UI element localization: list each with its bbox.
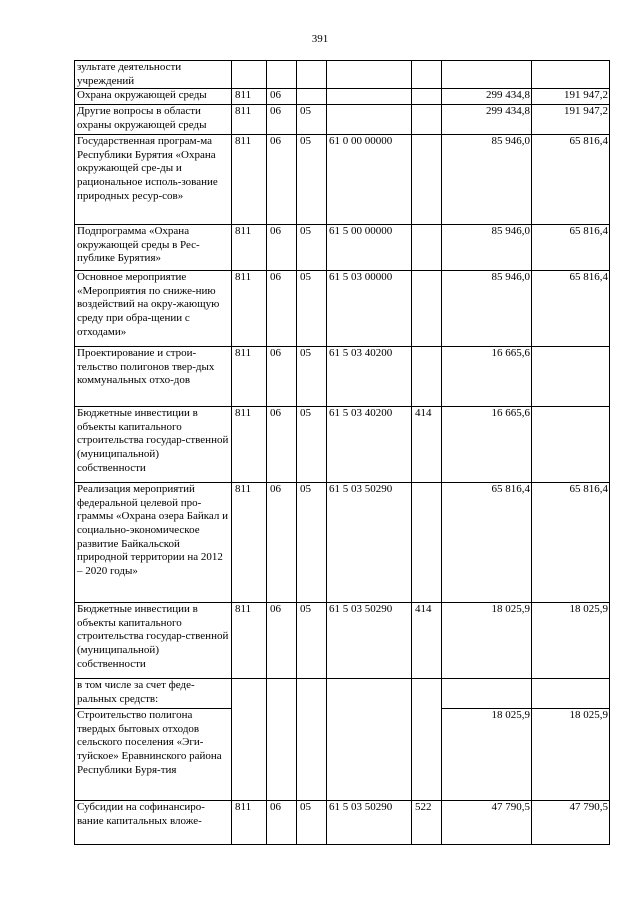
row-vr bbox=[412, 225, 442, 271]
row-sum1: 18 025,9 bbox=[442, 709, 532, 801]
row-rz bbox=[267, 61, 297, 89]
row-rz: 06 bbox=[267, 483, 297, 603]
row-vr bbox=[412, 135, 442, 225]
row-sum1: 85 946,0 bbox=[442, 271, 532, 347]
row-csr: 61 5 03 40200 bbox=[327, 407, 412, 483]
row-grbs: 811 bbox=[232, 407, 267, 483]
row-sum1: 16 665,6 bbox=[442, 407, 532, 483]
table-row bbox=[75, 679, 610, 709]
row-pr: 05 bbox=[297, 105, 327, 135]
row-grbs: 811 bbox=[232, 271, 267, 347]
row-csr: 61 5 00 00000 bbox=[327, 225, 412, 271]
row-csr: 61 0 00 00000 bbox=[327, 135, 412, 225]
row-sum1: 47 790,5 bbox=[442, 801, 532, 845]
row-csr bbox=[327, 61, 412, 89]
row-name: Охрана окружающей среды bbox=[75, 89, 232, 105]
row-name: Подпрограмма «Охрана окружающей среды в Рес-публике Бурятия» bbox=[75, 225, 232, 271]
row-sum2: 18 025,9 bbox=[532, 603, 610, 679]
row-csr: 61 5 03 50290 bbox=[327, 603, 412, 679]
row-grbs bbox=[232, 709, 267, 801]
table-row bbox=[75, 271, 610, 347]
row-name: Реализация мероприятий федеральной целевой про-граммы «Охрана озера Байкал и социально-экономическое развитие Байкальской природной территории на 2012 – 2020 годы» bbox=[75, 483, 232, 603]
row-pr: 05 bbox=[297, 271, 327, 347]
budget-table bbox=[74, 60, 610, 845]
row-sum1: 299 434,8 bbox=[442, 89, 532, 105]
row-pr bbox=[297, 89, 327, 105]
row-name: Субсидии на софинансиро-вание капитальных вложе- bbox=[75, 801, 232, 845]
row-rz bbox=[267, 709, 297, 801]
row-vr: 414 bbox=[412, 603, 442, 679]
row-sum1: 18 025,9 bbox=[442, 603, 532, 679]
row-vr: 414 bbox=[412, 407, 442, 483]
row-rz: 06 bbox=[267, 89, 297, 105]
row-grbs: 811 bbox=[232, 225, 267, 271]
row-sum2: 191 947,2 bbox=[532, 105, 610, 135]
row-rz: 06 bbox=[267, 347, 297, 407]
row-rz: 06 bbox=[267, 271, 297, 347]
row-name: Строительство полигона твердых бытовых отходов сельского поселения «Эги-туйское» Еравнинского района Республики Буря-тия bbox=[75, 709, 232, 801]
row-vr bbox=[412, 483, 442, 603]
row-pr: 05 bbox=[297, 135, 327, 225]
page-number: 391 bbox=[311, 33, 329, 45]
row-csr bbox=[327, 105, 412, 135]
row-csr: 61 5 03 00000 bbox=[327, 271, 412, 347]
row-pr: 05 bbox=[297, 483, 327, 603]
table-row bbox=[75, 135, 610, 225]
row-rz bbox=[267, 679, 297, 709]
row-rz: 06 bbox=[267, 105, 297, 135]
row-vr bbox=[412, 709, 442, 801]
row-csr: 61 5 03 50290 bbox=[327, 801, 412, 845]
row-vr bbox=[412, 271, 442, 347]
row-csr: 61 5 03 40200 bbox=[327, 347, 412, 407]
row-grbs: 811 bbox=[232, 105, 267, 135]
row-pr: 05 bbox=[297, 603, 327, 679]
row-pr: 05 bbox=[297, 347, 327, 407]
row-csr: 61 5 03 50290 bbox=[327, 483, 412, 603]
row-sum2: 47 790,5 bbox=[532, 801, 610, 845]
row-name: Другие вопросы в области охраны окружающей среды bbox=[75, 105, 232, 135]
row-csr bbox=[327, 89, 412, 105]
row-name: Бюджетные инвестиции в объекты капитального строительства государ-ственной (муниципальной) собственности bbox=[75, 603, 232, 679]
table-row bbox=[75, 89, 610, 105]
row-name: Бюджетные инвестиции в объекты капитального строительства государ-ственной (муниципальной) собственности bbox=[75, 407, 232, 483]
table-row bbox=[75, 347, 610, 407]
row-vr bbox=[412, 347, 442, 407]
row-vr: 522 bbox=[412, 801, 442, 845]
row-sum2 bbox=[532, 347, 610, 407]
row-sum1: 65 816,4 bbox=[442, 483, 532, 603]
row-grbs: 811 bbox=[232, 801, 267, 845]
row-grbs: 811 bbox=[232, 89, 267, 105]
row-pr bbox=[297, 61, 327, 89]
row-vr bbox=[412, 61, 442, 89]
row-csr bbox=[327, 679, 412, 709]
row-sum2: 65 816,4 bbox=[532, 225, 610, 271]
row-sum2: 191 947,2 bbox=[532, 89, 610, 105]
row-name: Основное мероприятие «Мероприятия по сниже-нию воздействий на окру-жающую среду при обра-щении с отходами» bbox=[75, 271, 232, 347]
table-row bbox=[75, 801, 610, 845]
row-vr bbox=[412, 89, 442, 105]
table-row bbox=[75, 407, 610, 483]
row-rz: 06 bbox=[267, 407, 297, 483]
table-row bbox=[75, 603, 610, 679]
table-row bbox=[75, 483, 610, 603]
row-name: Государственная програм-ма Республики Бурятия «Охрана окружающей сре-ды и рациональное исполь-зование природных ресур-сов» bbox=[75, 135, 232, 225]
row-rz: 06 bbox=[267, 135, 297, 225]
row-name: Проектирование и строи-тельство полигонов твер-дых коммунальных отхо-дов bbox=[75, 347, 232, 407]
row-sum2 bbox=[532, 407, 610, 483]
row-sum2: 18 025,9 bbox=[532, 709, 610, 801]
row-pr bbox=[297, 679, 327, 709]
row-sum1 bbox=[442, 679, 532, 709]
row-pr: 05 bbox=[297, 801, 327, 845]
row-sum1: 16 665,6 bbox=[442, 347, 532, 407]
row-sum2: 65 816,4 bbox=[532, 271, 610, 347]
row-sum2 bbox=[532, 61, 610, 89]
row-vr bbox=[412, 679, 442, 709]
row-sum1 bbox=[442, 61, 532, 89]
row-rz: 06 bbox=[267, 603, 297, 679]
row-grbs: 811 bbox=[232, 135, 267, 225]
row-vr bbox=[412, 105, 442, 135]
row-sum1: 299 434,8 bbox=[442, 105, 532, 135]
table-row bbox=[75, 61, 610, 89]
row-sum2 bbox=[532, 679, 610, 709]
row-pr: 05 bbox=[297, 407, 327, 483]
table-row bbox=[75, 105, 610, 135]
table-row bbox=[75, 709, 610, 801]
row-rz: 06 bbox=[267, 801, 297, 845]
row-sum1: 85 946,0 bbox=[442, 225, 532, 271]
table-row bbox=[75, 225, 610, 271]
row-grbs: 811 bbox=[232, 347, 267, 407]
row-grbs bbox=[232, 679, 267, 709]
row-csr bbox=[327, 709, 412, 801]
row-grbs bbox=[232, 61, 267, 89]
row-sum1: 85 946,0 bbox=[442, 135, 532, 225]
row-rz: 06 bbox=[267, 225, 297, 271]
row-grbs: 811 bbox=[232, 603, 267, 679]
row-sum2: 65 816,4 bbox=[532, 483, 610, 603]
row-grbs: 811 bbox=[232, 483, 267, 603]
row-pr bbox=[297, 709, 327, 801]
row-sum2: 65 816,4 bbox=[532, 135, 610, 225]
row-pr: 05 bbox=[297, 225, 327, 271]
row-name: зультате деятельности учреждений bbox=[75, 61, 232, 89]
row-name: в том числе за счет феде-ральных средств: bbox=[75, 679, 232, 709]
